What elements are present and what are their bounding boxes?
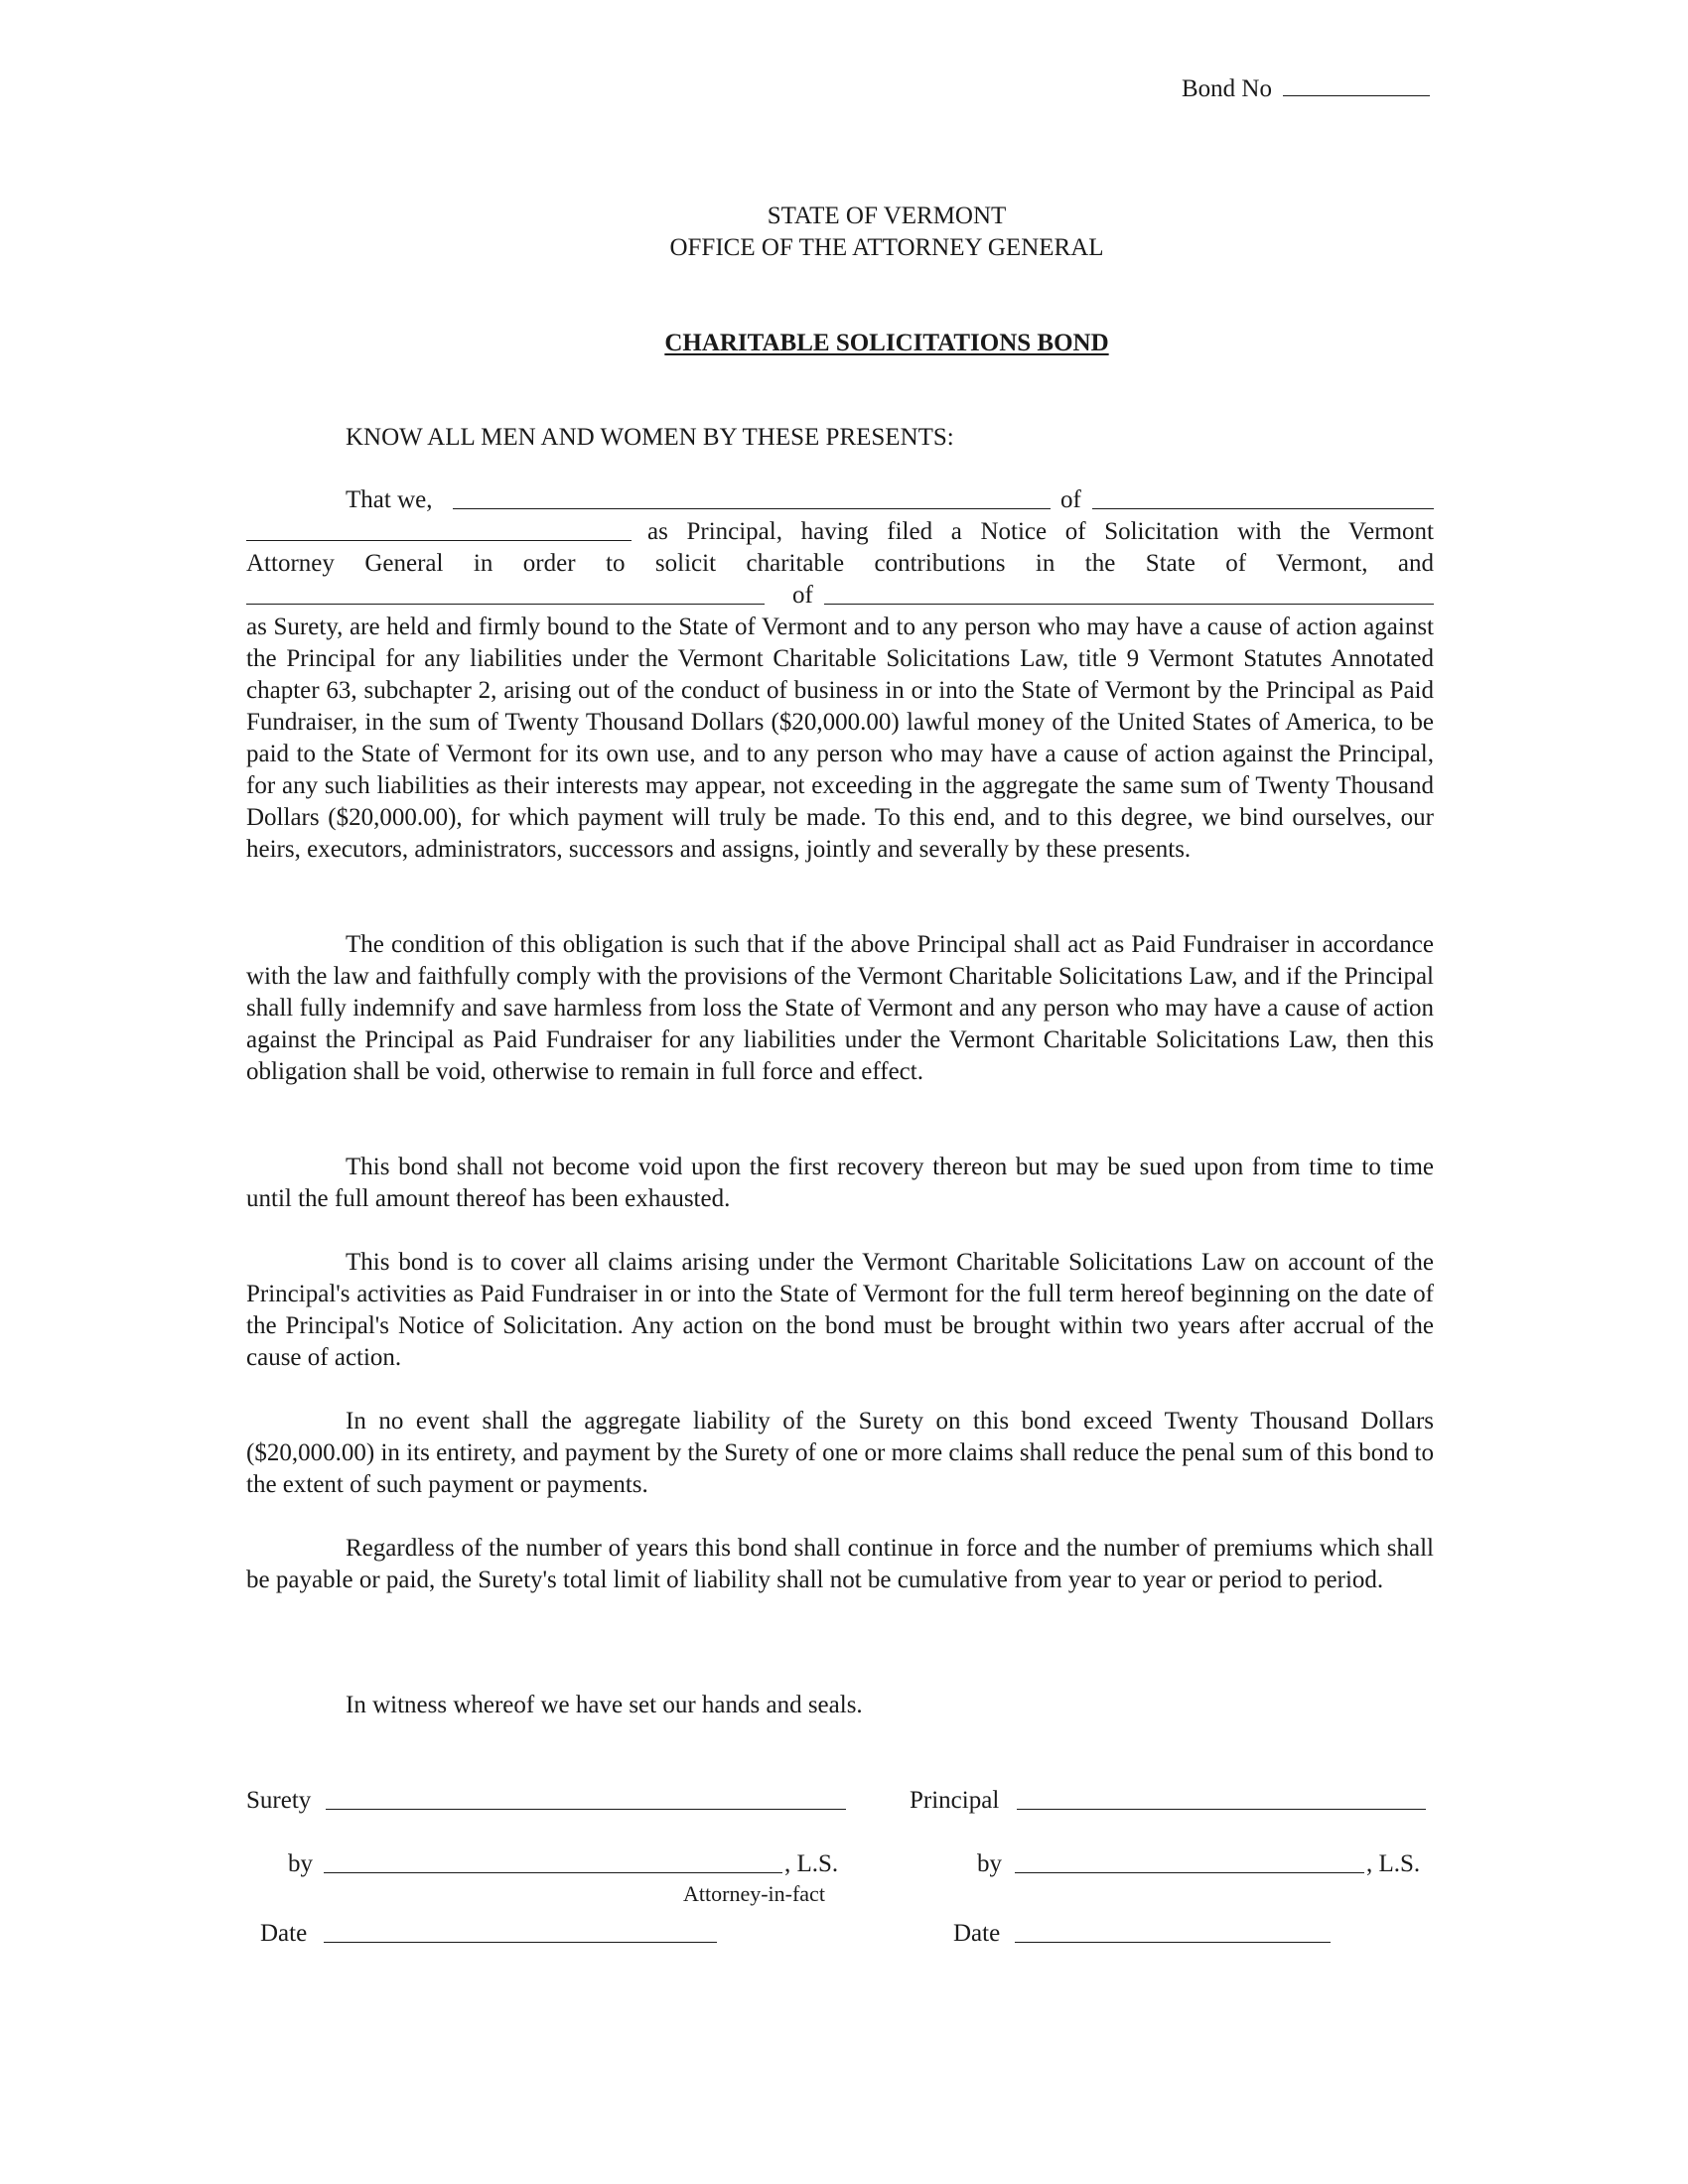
- cumulative-paragraph: Regardless of the number of years this bond shall continue in force and the number of premiums which shall be payable or paid, the Surety's total limit of liability shall not be cumulative from year to year or period to period.: [246, 1535, 1434, 1593]
- principal-by-field[interactable]: [1015, 1872, 1364, 1873]
- state-heading: STATE OF VERMONT: [767, 203, 1007, 229]
- surety-ls-label: , L.S.: [784, 1850, 839, 1877]
- principal-ls-label: , L.S.: [1366, 1850, 1421, 1877]
- that-we-label: That we,: [346, 486, 433, 513]
- surety-paragraph: as Surety, are held and firmly bound to the State of Vermont and to any person who may have a cause of action against the Principal for any liabilities under the Vermont Charitable Solicitations Law, title 9 Vermont Statutes Annotated chapter 63, subchapter 2, arising out of the conduct of business in or into the State of Vermont by the Principal as Paid Fundraiser, in the sum of Twenty Thousand Dollars ($20,000.00) lawful money of the United States of America, to be paid to the State of Vermont for its own use, and to any person who may have a cause of action against the Principal, for any such liabilities as their interests may appear, not exceeding in the aggregate the same sum of Twenty Thousand Dollars ($20,000.00), for which payment will truly be made. To this end, and to this degree, we bind ourselves, our heirs, executors, administrators, successors and assigns, jointly and severally by these presents.: [246, 614, 1434, 863]
- surety-signature-field[interactable]: [326, 1809, 846, 1810]
- bond-no-label: Bond No: [1182, 75, 1272, 102]
- know-all-line: KNOW ALL MEN AND WOMEN BY THESE PRESENTS:: [346, 424, 954, 451]
- surety-by-label: by: [288, 1850, 313, 1877]
- principal-name-field[interactable]: [453, 508, 1051, 509]
- witness-line: In witness whereof we have set our hands and seals.: [346, 1692, 863, 1718]
- surety-signature-label: Surety: [246, 1787, 312, 1814]
- surety-date-label: Date: [260, 1920, 308, 1947]
- of-label-2: of: [792, 582, 813, 609]
- surety-date-field[interactable]: [324, 1942, 717, 1943]
- principal-signature-field[interactable]: [1017, 1809, 1426, 1810]
- surety-name-field[interactable]: [246, 604, 765, 605]
- coverage-paragraph: This bond is to cover all claims arising under the Vermont Charitable Solicitations Law on account of the Principal's activities as Paid Fundraiser in or into the State of Vermont for the full term hereof beginning on the date of the Principal's Notice of Solicitation. Any action on the bond must be brought within two years after accrual of the cause of action.: [246, 1249, 1434, 1371]
- principal-date-field[interactable]: [1015, 1942, 1331, 1943]
- principal-by-label: by: [977, 1850, 1002, 1877]
- document-title: CHARITABLE SOLICITATIONS BOND: [664, 330, 1109, 356]
- surety-by-field[interactable]: [324, 1872, 782, 1873]
- principal-signature-label: Principal: [910, 1787, 1000, 1814]
- principal-date-label: Date: [953, 1920, 1001, 1947]
- attorney-in-fact-label: Attorney-in-fact: [683, 1881, 825, 1906]
- principal-address-field-2[interactable]: [246, 540, 632, 541]
- as-principal-text: as Principal, having filed a Notice of Solicitation with the Vermont: [647, 518, 1434, 545]
- surety-address-field[interactable]: [824, 604, 1434, 605]
- liability-paragraph: In no event shall the aggregate liability of the Surety on this bond exceed Twenty Thousand Dollars ($20,000.00) in its entirety, and payment by the Surety of one or more claims shall reduce the penal sum of this bond to the extent of such payment or payments.: [246, 1408, 1434, 1498]
- office-heading: OFFICE OF THE ATTORNEY GENERAL: [669, 234, 1104, 261]
- attorney-general-line: Attorney General in order to solicit charitable contributions in the State of Vermont, and: [246, 550, 1434, 577]
- condition-paragraph: The condition of this obligation is such that if the above Principal shall act as Paid Fundraiser in accordance with the law and faithfully comply with the provisions of the Vermont Charitable Solicitations Law, and if the Principal shall fully indemnify and save harmless from loss the State of Vermont and any person who may have a cause of action against the Principal as Paid Fundraiser for any liabilities under the Vermont Charitable Solicitations Law, then this obligation shall be void, otherwise to remain in full force and effect.: [246, 931, 1434, 1085]
- of-label-1: of: [1060, 486, 1081, 513]
- bond-no-field[interactable]: [1283, 95, 1430, 96]
- not-void-paragraph: This bond shall not become void upon the first recovery thereon but may be sued upon from time to time until the full amount thereof has been exhausted.: [246, 1154, 1434, 1212]
- principal-address-field-1[interactable]: [1092, 508, 1434, 509]
